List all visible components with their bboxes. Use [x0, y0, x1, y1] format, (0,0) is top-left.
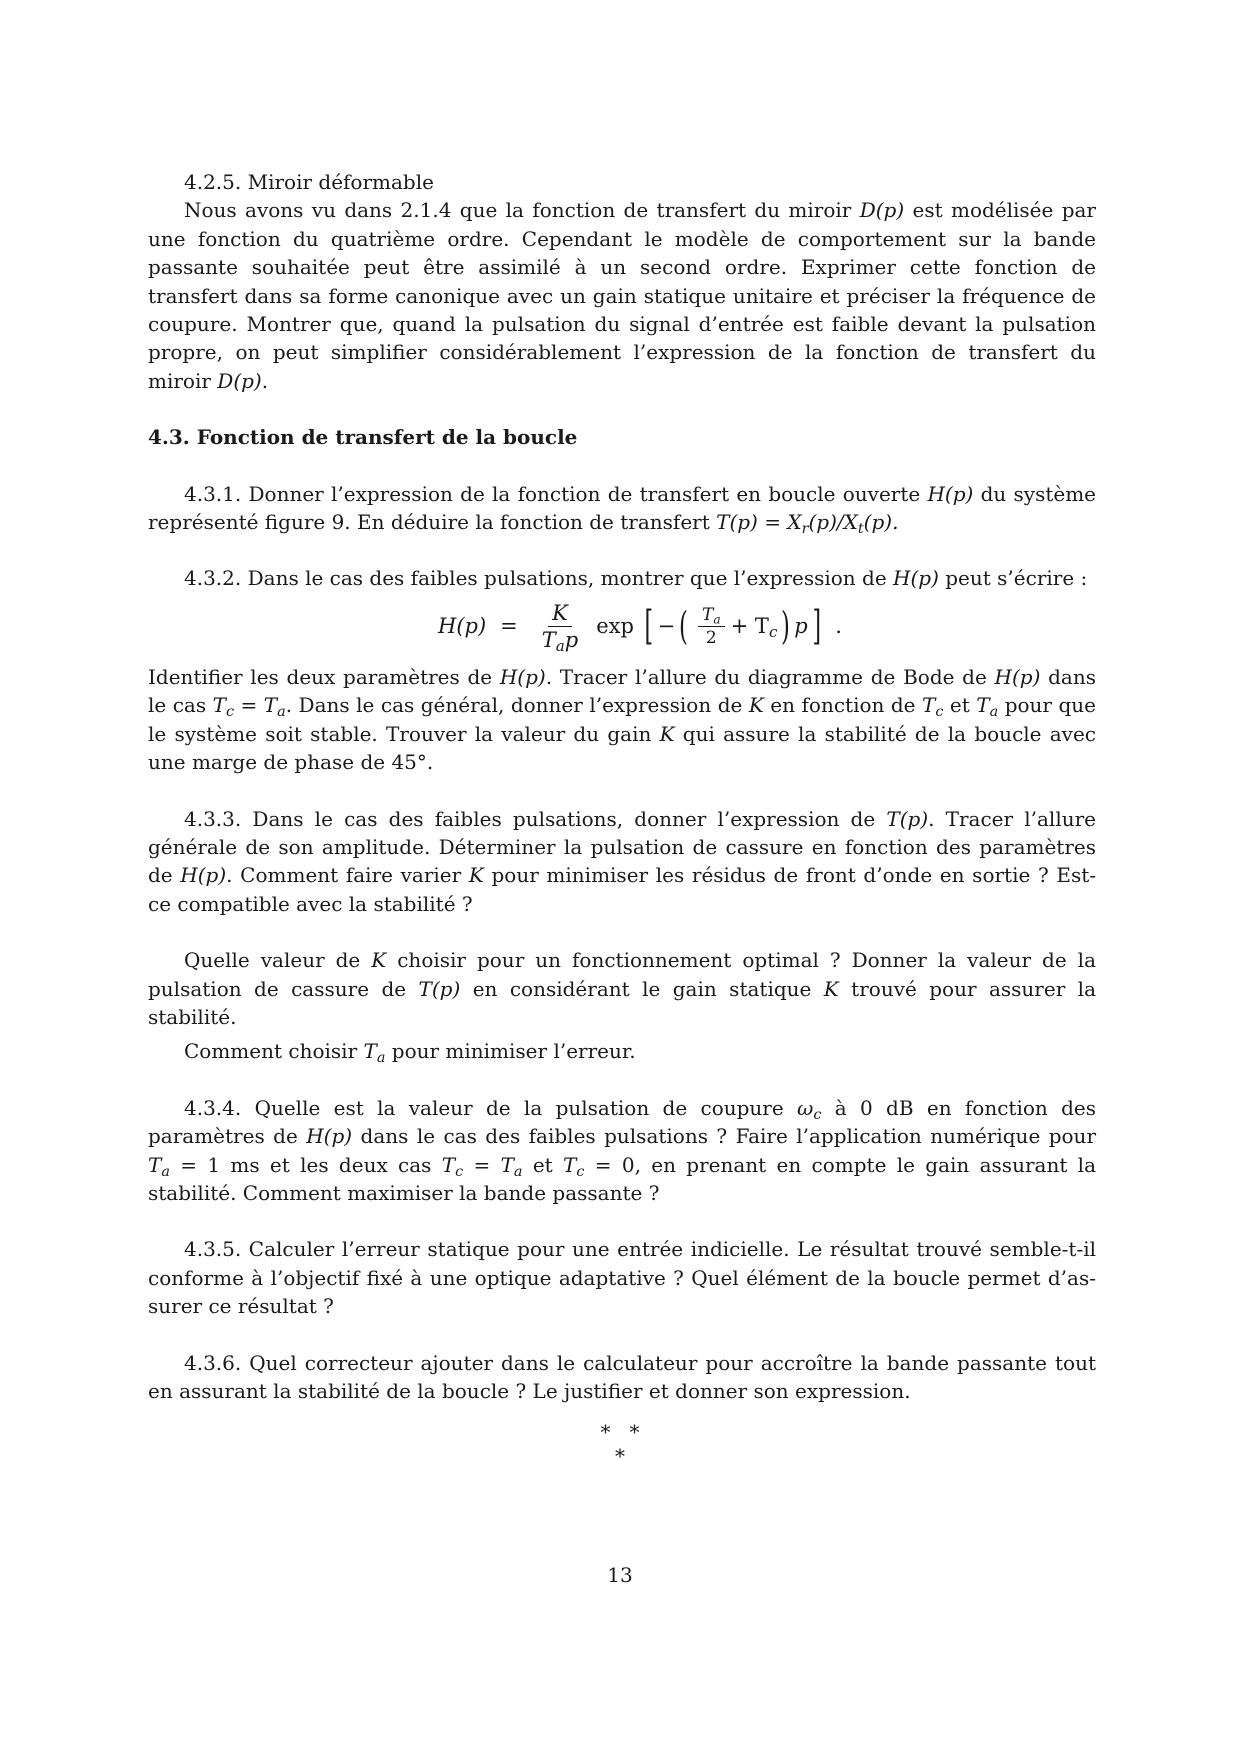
paragraph-4-2-5: Nous avons vu dans 2.1.4 que la fonction de transfert du miroir D(p) est modélisée par une fonction du quatrième ordre. Cependant le modèle de comportement sur la bande passante souhaitée peut être assimilé à un second ordre. Exprimer cette fonction de transfert dans sa forme canonique avec un gain statique unitaire et préciser la fréquence de coupure. Montrer que, quand la pulsation du signal d’entrée est faible devant la pulsation propre, on peut simplifier considérablement l’expression de la fonction de transfert du miroir D(p). [148, 198, 1096, 393]
paragraph-4-3-2-intro: 4.3.2. Dans le cas des faibles pulsations, montrer que l’expression de H(p) peut s’écrire : [184, 566, 1088, 591]
paragraph-4-3-4: 4.3.4. Quelle est la valeur de la pulsation de coupure $\omega_c$ à 0 dB en fonction des paramètres de H(p) dans le cas des faibles pulsations ? Faire l’application numérique pour $T_a = 1$ ms et les deux cas $T_c = T_a$ et $T_c = 0$, en prenant en compte le gain assurant la stabilité. Comment maximiser la bande passante ? [148, 1095, 1097, 1205]
equation-lhs: H(p) [438, 614, 487, 639]
paragraph-4-3-1: 4.3.1. Donner l’expression de la fonction de transfert en boucle ouverte H(p) du système représenté figure 9. En déduire la fonction de transfert $T(p) = X_r(p)/X_t(p)$. [148, 481, 1097, 538]
gain-fraction: $\frac{K}{T_ap}$ [541, 600, 579, 656]
page-number: 13 [607, 1563, 633, 1587]
paragraph-4-3-5: 4.3.5. Calculer l’erreur statique pour une entrée indicielle. Le résultat trouvé semble-t-il conforme à l’objectif fixé à une optique adaptative ? Quel élément de la boucle permet d’assurer ce résultat ? [148, 1237, 1096, 1319]
equation-equals: = [500, 614, 518, 639]
equation-h-of-p: H(p) = $\frac{K}{T_ap}$ exp [ − ( $\frac{T_a}{2}$ + $T_c$ ) p ] . [438, 600, 842, 656]
page-body [148, 168, 1096, 1405]
right-paren: ) [781, 604, 791, 649]
asterisks-bottom-row: * [615, 1444, 625, 1468]
section-end-asterisks [0, 1420, 1240, 1468]
left-bracket: [ [644, 603, 654, 650]
paragraph-4-3-2-body: Identifier les deux paramètres de H(p). Tracer l’allure du diagramme de Bode de H(p) dans le cas $T_c = T_a$. Dans le cas général, donner l’expression de K en fonction de $T_c$ et $T_a$ pour que le système soit stable. Trouver la valeur du gain K qui assure la stabilité de la boucle avec une marge de phase de 45°. [148, 664, 1097, 775]
ta-half-fraction: $\frac{T_a}{2}$ [698, 605, 725, 648]
exp-operator: exp [596, 614, 634, 639]
section-heading-4-3: 4.3. Fonction de transfert de la boucle [148, 425, 578, 450]
subsection-title-4-2-5: 4.2.5. Miroir déformable [184, 170, 434, 194]
paragraph-4-3-3: 4.3.3. Dans le cas des faibles pulsations, donner l’expression de T(p). Tracer l’allure générale de son amplitude. Déterminer la pulsation de cassure en fonction des paramètres de H(p). Comment faire varier K pour minimiser les résidus de front d’onde en sortie ? Est-ce compatible avec la stabilité ? [148, 806, 1097, 916]
asterisks-top-row: * * [600, 1420, 640, 1444]
paragraph-4-3-3-optimal: Quelle valeur de K choisir pour un fonctionnement optimal ? Donner la valeur de la pulsation de cassure de T(p) en considérant le gain statique K trouvé pour assurer la stabilité. [148, 948, 1096, 1029]
left-paren: ( [679, 604, 689, 649]
paragraph-4-3-6: 4.3.6. Quel correcteur ajouter dans le calculateur pour accroître la bande passante tout en assurant la stabilité de la boucle ? Le justifier et donner son expression. [148, 1350, 1096, 1403]
paragraph-4-3-3-ta: Comment choisir $T_a$ pour minimiser l’erreur. [184, 1039, 636, 1067]
right-bracket: ] [812, 603, 821, 650]
